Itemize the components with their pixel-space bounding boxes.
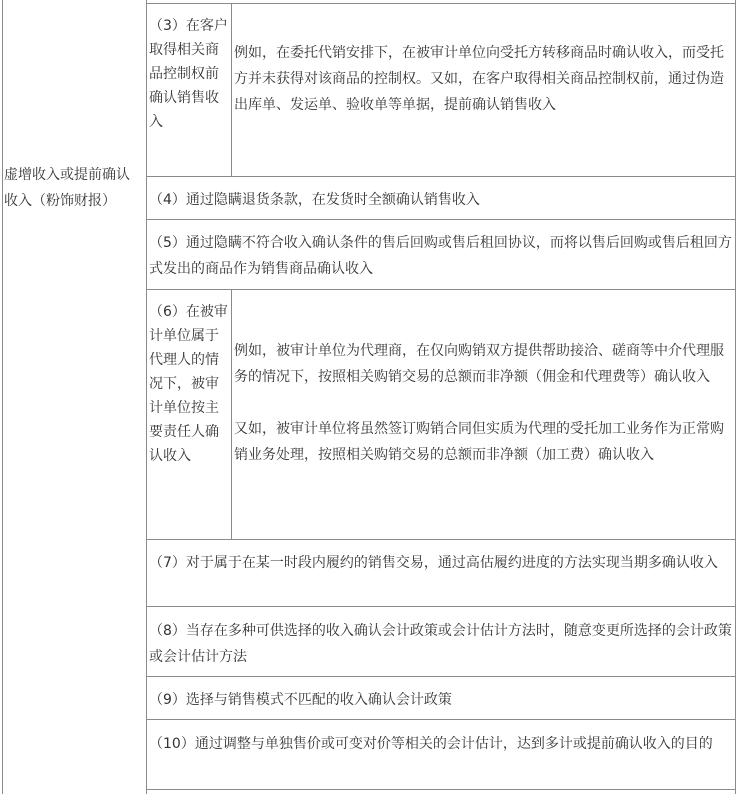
row-8-bottom-border <box>146 676 736 677</box>
row-3-label: （3）在客户取得相关商品控制权前确认销售收入 <box>149 18 228 130</box>
row-8-text: （8）当存在多种可供选择的收入确认会计政策或会计估计方法时，随意变更所选择的会计政策或会计估计方法 <box>149 623 732 665</box>
row-7-bottom-border <box>146 606 736 607</box>
left-border <box>2 0 3 794</box>
row-9-bottom-border <box>146 719 736 720</box>
row-10-bottom-border <box>146 789 736 790</box>
row-4-bottom-border <box>146 219 736 220</box>
row-6-bottom-border <box>146 539 736 540</box>
row-6-example-1: 例如，被审计单位为代理商，在仅向购销双方提供帮助接洽、磋商等中介代理服务的情况下，按照相关购销交易的总额而非净额（佣金和代理费等）确认收入 <box>234 343 724 385</box>
category-column-divider <box>146 0 147 794</box>
top-border-right <box>146 3 736 4</box>
right-border <box>735 0 736 794</box>
row-3-example: 例如，在委托代销安排下，在被审计单位向受托方转移商品时确认收入，而受托方并未获得对该商品的控制权。又如，在客户取得相关商品控制权前，通过伪造出库单、发运单、验收单等单据，提前确认销售收入 <box>234 45 724 113</box>
row-6-label: （6）在被审计单位属于代理人的情况下，被审计单位按主要责任人确认收入 <box>149 304 228 464</box>
row-5-bottom-border <box>146 289 736 290</box>
row-4-text: （4）通过隐瞒退货条款，在发货时全额确认销售收入 <box>149 192 480 208</box>
row-9-text: （9）选择与销售模式不匹配的收入确认会计政策 <box>149 692 452 708</box>
row-3-bottom-border <box>146 176 736 177</box>
row-5-text: （5）通过隐瞒不符合收入确认条件的售后回购或售后租回协议，而将以售后回购或售后租回方式发出的商品作为销售商品确认收入 <box>149 235 732 277</box>
row-3-inner-divider <box>231 4 232 176</box>
row-6-example-2: 又如，被审计单位将虽然签订购销合同但实质为代理的受托加工业务作为正常购销业务处理，按照相关购销交易的总额而非净额（加工费）确认收入 <box>234 421 724 463</box>
row-6-inner-divider <box>231 290 232 539</box>
category-cell: 虚增收入或提前确认收入（粉饰财报） <box>4 167 130 209</box>
row-7-text: （7）对于属于在某一时段内履约的销售交易，通过高估履约进度的方法实现当期多确认收入 <box>149 555 718 571</box>
row-10-text: （10）通过调整与单独售价或可变对价等相关的会计估计，达到多计或提前确认收入的目的 <box>149 736 713 752</box>
